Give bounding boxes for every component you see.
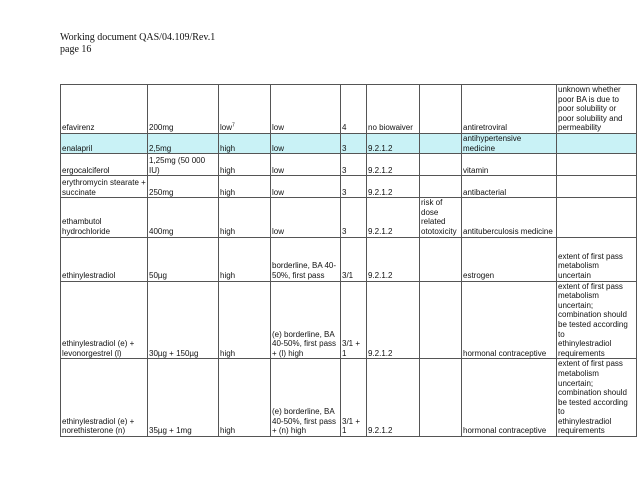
name-cell: ethinylestradiol (e) + norethisterone (n)	[61, 359, 148, 437]
biowaiver-cell: 9.2.1.2	[367, 359, 420, 437]
medicines-table	[60, 84, 637, 437]
risk-cell	[420, 359, 462, 437]
comment-cell	[557, 198, 637, 237]
dose-cell: 2,5mg	[148, 134, 219, 154]
solubility-cell: high	[219, 176, 271, 198]
class-cell: 3	[341, 176, 367, 198]
class-cell: 3/1 + 1	[341, 281, 367, 359]
permeability-cell: borderline, BA 40- 50%, first pass	[271, 237, 341, 281]
table-row	[61, 176, 637, 198]
risk-cell	[420, 281, 462, 359]
comment-cell: extent of first pass metabolism uncertain	[557, 237, 637, 281]
solubility-cell: high	[219, 198, 271, 237]
risk-cell	[420, 134, 462, 154]
dose-cell: 50µg	[148, 237, 219, 281]
comment-cell	[557, 176, 637, 198]
dose-cell: 1,25mg (50 000 IU)	[148, 154, 219, 176]
biowaiver-cell: 9.2.1.2	[367, 198, 420, 237]
solubility-cell: low$^7$	[219, 85, 271, 134]
page-header	[60, 32, 215, 56]
dose-cell: 30µg + 150µg	[148, 281, 219, 359]
solubility-cell: high	[219, 281, 271, 359]
permeability-cell: low	[271, 134, 341, 154]
name-cell: enalapril	[61, 134, 148, 154]
use-cell: vitamin	[462, 154, 557, 176]
dose-cell: 35µg + 1mg	[148, 359, 219, 437]
solubility-cell: high	[219, 359, 271, 437]
risk-cell	[420, 85, 462, 134]
risk-cell: risk of dose related ototoxicity	[420, 198, 462, 237]
table-row	[61, 134, 637, 154]
risk-cell	[420, 176, 462, 198]
comment-cell: extent of first pass metabolism uncertain; combination should be tested according to ethinylestradiol requirements	[557, 359, 637, 437]
comment-cell	[557, 134, 637, 154]
use-cell: antiretroviral	[462, 85, 557, 134]
table-row	[61, 85, 637, 134]
name-cell: ethinylestradiol	[61, 237, 148, 281]
use-cell: antihypertensive medicine	[462, 134, 557, 154]
permeability-cell: (e) borderline, BA 40-50%, first pass + (l) high	[271, 281, 341, 359]
table-row	[61, 237, 637, 281]
permeability-cell: low	[271, 85, 341, 134]
dose-cell: 400mg	[148, 198, 219, 237]
class-cell: 3	[341, 134, 367, 154]
use-cell: antituberculosis medicine	[462, 198, 557, 237]
class-cell: 3	[341, 198, 367, 237]
permeability-cell: low	[271, 198, 341, 237]
name-cell: erythromycin stearate + succinate	[61, 176, 148, 198]
page-number: page 16	[60, 44, 92, 55]
class-cell: 3/1	[341, 237, 367, 281]
solubility-cell: high	[219, 154, 271, 176]
biowaiver-cell: 9.2.1.2	[367, 154, 420, 176]
dose-cell: 250mg	[148, 176, 219, 198]
biowaiver-cell: no biowaiver	[367, 85, 420, 134]
table-row	[61, 198, 637, 237]
name-cell: ethambutol hydrochloride	[61, 198, 148, 237]
risk-cell	[420, 237, 462, 281]
solubility-cell: high	[219, 134, 271, 154]
dose-cell: 200mg	[148, 85, 219, 134]
use-cell: hormonal contraceptive	[462, 281, 557, 359]
footnote-marker: 7	[232, 122, 235, 129]
name-cell: ergocalciferol	[61, 154, 148, 176]
name-cell: ethinylestradiol (e) + levonorgestrel (l)	[61, 281, 148, 359]
name-cell: efavirenz	[61, 85, 148, 134]
class-cell: 3/1 + 1	[341, 359, 367, 437]
use-cell: antibacterial	[462, 176, 557, 198]
biowaiver-cell: 9.2.1.2	[367, 237, 420, 281]
comment-cell: extent of first pass metabolism uncertain; combination should be tested according to ethinylestradiol requirements	[557, 281, 637, 359]
document-reference: Working document QAS/04.109/Rev.1	[60, 32, 216, 43]
use-cell: hormonal contraceptive	[462, 359, 557, 437]
solubility-cell: high	[219, 237, 271, 281]
comment-cell	[557, 154, 637, 176]
table-row	[61, 281, 637, 359]
permeability-cell: low	[271, 176, 341, 198]
comment-cell: unknown whether poor BA is due to poor solubility or poor solubility and permeability	[557, 85, 637, 134]
permeability-cell: (e) borderline, BA 40-50%, first pass + (n) high	[271, 359, 341, 437]
table-row	[61, 154, 637, 176]
risk-cell	[420, 154, 462, 176]
biowaiver-cell: 9.2.1.2	[367, 281, 420, 359]
biowaiver-cell: 9.2.1.2	[367, 176, 420, 198]
table-row	[61, 359, 637, 437]
use-cell: estrogen	[462, 237, 557, 281]
biowaiver-cell: 9.2.1.2	[367, 134, 420, 154]
class-cell: 4	[341, 85, 367, 134]
class-cell: 3	[341, 154, 367, 176]
permeability-cell: low	[271, 154, 341, 176]
